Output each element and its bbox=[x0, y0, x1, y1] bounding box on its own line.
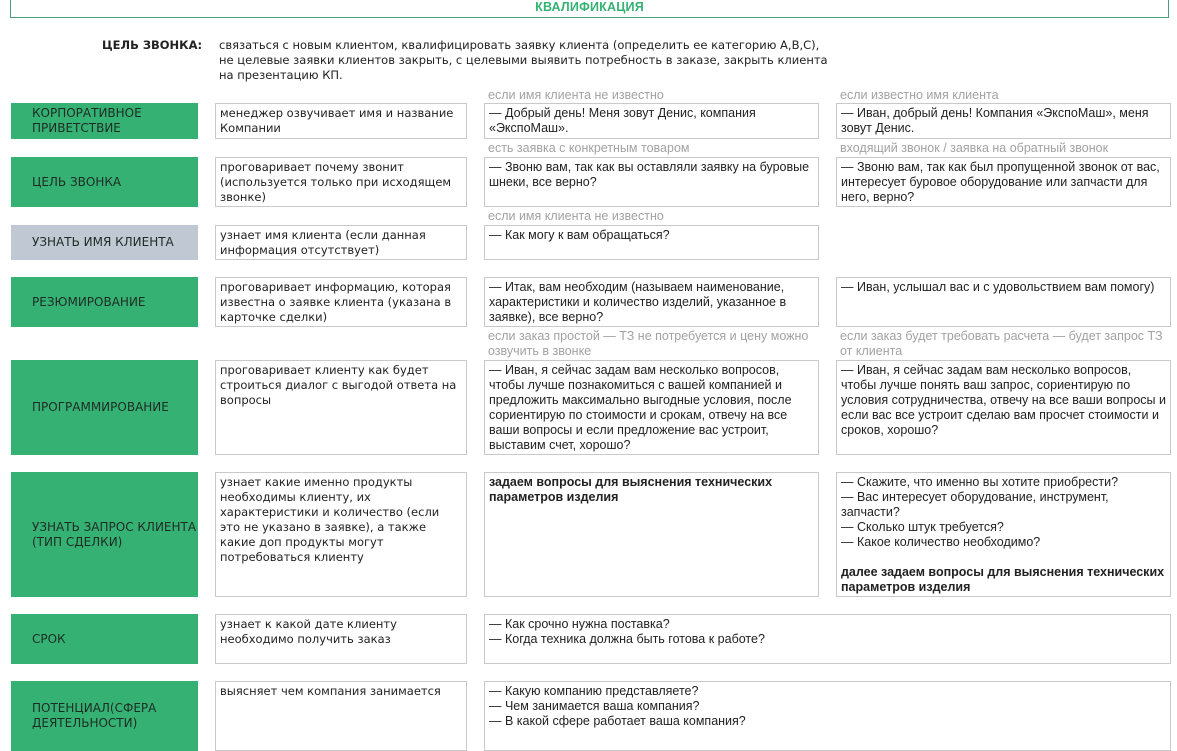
script-note: далее задаем вопросы для выяснения технических параметров изделия bbox=[841, 565, 1168, 594]
script-line: — Скажите, что именно вы хотите приобрести? bbox=[841, 475, 1119, 489]
script-line: — Вас интересует оборудование, инструмент, запчасти? bbox=[841, 490, 1113, 519]
stage-label: СРОК bbox=[32, 631, 66, 646]
stage-description: проговаривает информацию, которая известна о заявке клиента (указана в карточке сделки) bbox=[215, 277, 467, 327]
script-line: — Какое количество необходимо? bbox=[841, 535, 1041, 549]
script-line: — Иван, услышал вас и с удовольствием вам помогу) bbox=[841, 280, 1155, 294]
stage-description: узнает к какой дате клиенту необходимо получить заказ bbox=[215, 614, 467, 664]
script-variant-a bbox=[484, 360, 819, 455]
stage-label: ПОТЕНЦИАЛ(СФЕРА ДЕЯТЕЛЬНОСТИ) bbox=[32, 701, 157, 730]
script-variant-b bbox=[836, 103, 1171, 139]
stage-call-goal bbox=[11, 157, 198, 207]
stage-programming bbox=[11, 360, 198, 455]
script-variant-a bbox=[484, 277, 819, 327]
condition-label: входящий звонок / заявка на обратный звонок bbox=[840, 141, 1109, 155]
stage-description: узнает какие именно продукты необходимы клиенту, их характеристики и количество (если это не указано в заявке), а также какие доп продукты могут потребоваться клиенту bbox=[215, 472, 467, 597]
script-line: — В какой сфере работает ваша компания? bbox=[489, 714, 746, 728]
script-variant-b bbox=[836, 360, 1171, 455]
condition-label: если имя клиента не известно bbox=[488, 209, 664, 223]
script-note: задаем вопросы для выяснения технических параметров изделия bbox=[489, 475, 776, 504]
stage-description: проговаривает клиенту как будет строиться диалог с выгодой ответа на вопросы bbox=[215, 360, 467, 455]
stage-label: УЗНАТЬ ЗАПРОС КЛИЕНТА (ТИП СДЕЛКИ) bbox=[32, 519, 197, 549]
script-variant-b bbox=[836, 472, 1171, 597]
script-line: — Добрый день! Меня зовут Денис, компания «ЭкспоМаш». bbox=[489, 106, 760, 135]
call-goal-label: ЦЕЛЬ ЗВОНКА: bbox=[102, 38, 203, 52]
script-line: — Как могу к вам обращаться? bbox=[489, 228, 670, 242]
call-goal-text: связаться с новым клиентом, квалифицировать заявку клиента (определить ее категорию А,В,С), не целевые заявки клиентов закрыть, с целевыми выявить потребность в заказе, закрыть клиента на презентацию КП. bbox=[219, 38, 828, 82]
script-line: — Звоню вам, так как вы оставляли заявку на буровые шнеки, все верно? bbox=[489, 160, 813, 189]
stage-summarizing bbox=[11, 277, 198, 327]
condition-label: есть заявка с конкретным товаром bbox=[488, 141, 690, 155]
script-variant-a bbox=[484, 225, 819, 260]
script-variant-b bbox=[836, 157, 1171, 207]
section-header bbox=[10, 0, 1169, 18]
script-line: — Чем занимается ваша компания? bbox=[489, 699, 700, 713]
script-variant-a bbox=[484, 103, 819, 139]
stage-client-request bbox=[11, 472, 198, 597]
script-line: — Сколько штук требуется? bbox=[841, 520, 1004, 534]
script-variant-a bbox=[484, 157, 819, 207]
script-line: — Иван, добрый день! Компания «ЭкспоМаш», меня зовут Денис. bbox=[841, 106, 1152, 135]
stage-label: КОРПОРАТИВНОЕ ПРИВЕТСТВИЕ bbox=[32, 106, 142, 135]
stage-description: проговаривает почему звонит (используется только при исходящем звонке) bbox=[215, 157, 467, 207]
script-line: — Звоню вам, так как был пропущенной звонок от вас, интересует буровое оборудование или запчасти для него, верно? bbox=[841, 160, 1164, 204]
script-variant-a bbox=[484, 472, 819, 597]
stage-label: УЗНАТЬ ИМЯ КЛИЕНТА bbox=[32, 235, 174, 249]
script-variant-b bbox=[836, 277, 1171, 327]
section-title: КВАЛИФИКАЦИЯ bbox=[535, 0, 644, 14]
stage-label: ПРОГРАММИРОВАНИЕ bbox=[32, 400, 169, 414]
stage-label: ЦЕЛЬ ЗВОНКА bbox=[32, 174, 122, 189]
script-line: — Какую компанию представляете? bbox=[489, 684, 699, 698]
script-line: — Как срочно нужна поставка? bbox=[489, 617, 670, 631]
script-questions bbox=[484, 681, 1171, 751]
script-line: — Иван, я сейчас задам вам несколько вопросов, чтобы лучше понять ваш запрос, сориентирую по условия сотрудничества, отвечу на все ваши вопросы и если вас все устроит сделаю вам просчет стоимости и сроков, хорошо? bbox=[841, 363, 1170, 437]
stage-description: менеджер озвучивает имя и название Компании bbox=[215, 103, 467, 139]
script-line: — Когда техника должна быть готова к работе? bbox=[489, 632, 765, 646]
stage-learn-client-name bbox=[11, 225, 198, 260]
stage-description: выясняет чем компания занимается bbox=[215, 681, 467, 751]
condition-label: если заказ будет требовать расчета — будет запрос ТЗ от клиента bbox=[840, 329, 1163, 358]
stage-deadline bbox=[11, 614, 198, 664]
stage-description: узнает имя клиента (если данная информация отсутствует) bbox=[215, 225, 467, 260]
condition-label: если имя клиента не известно bbox=[488, 88, 664, 102]
spacer bbox=[841, 550, 1166, 565]
condition-label: если заказ простой — ТЗ не потребуется и цену можно озвучить в звонке bbox=[488, 329, 809, 358]
stage-potential bbox=[11, 681, 198, 751]
condition-label: если известно имя клиента bbox=[840, 88, 999, 102]
stage-label: РЕЗЮМИРОВАНИЕ bbox=[32, 294, 146, 309]
stage-corporate-greeting bbox=[11, 103, 198, 139]
script-line: — Иван, я сейчас задам вам несколько вопросов, чтобы лучше познакомиться с вашей компанией и предложить максимально выгодные условия, после сориентирую по стоимости и срокам, отвечу на все ваши вопросы и если предложение вас устроит, выставим счет, хорошо? bbox=[489, 363, 796, 452]
script-questions bbox=[484, 614, 1171, 664]
script-line: — Итак, вам необходим (называем наименование, характеристики и количество изделий, указанное в заявке), все верно? bbox=[489, 280, 790, 324]
